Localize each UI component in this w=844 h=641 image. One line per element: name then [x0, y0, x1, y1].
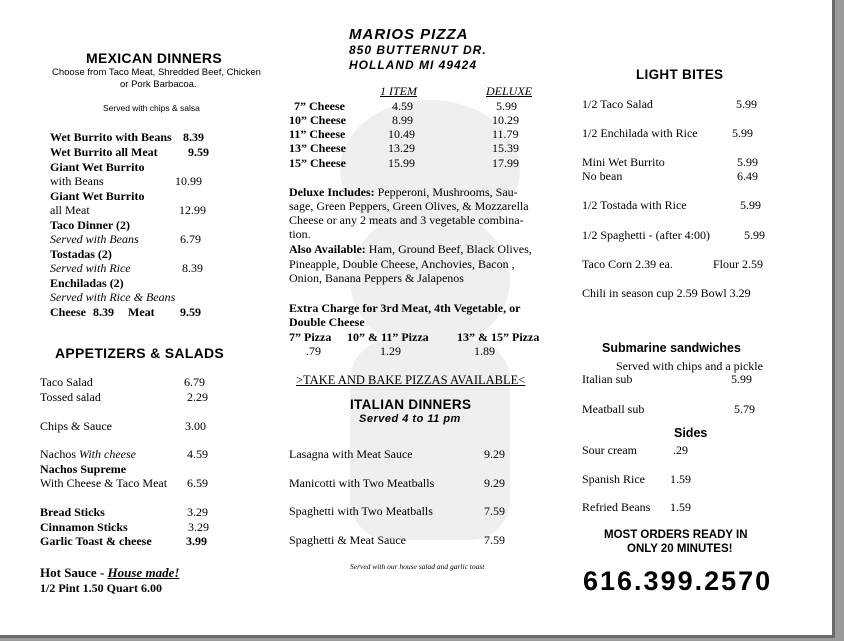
- subs-title: Submarine sandwiches: [602, 341, 741, 355]
- menu-item-sub: Served with Beans: [50, 232, 139, 246]
- menu-item: Taco Dinner (2): [50, 218, 131, 232]
- price: 1.59: [670, 500, 691, 514]
- also-available: Also Available: Ham, Ground Beef, Black Olives,: [289, 242, 532, 256]
- menu-item-sub: With Cheese & Taco Meat: [40, 476, 168, 490]
- price: 4.59: [187, 447, 208, 461]
- col-header-one-item: 1 ITEM: [380, 84, 417, 98]
- pizza-size: 10” Cheese: [289, 113, 346, 127]
- extra-size: 10” & 11” Pizza: [347, 330, 429, 344]
- deluxe-includes: Deluxe Includes: Pepperoni, Mushrooms, Sau-: [289, 185, 518, 199]
- menu-item: 1/2 Taco Salad: [582, 97, 653, 111]
- extra-size: 13” & 15” Pizza: [457, 330, 540, 344]
- menu-item: Wet Burrito with Beans: [50, 130, 172, 144]
- price: 3.99: [186, 534, 207, 548]
- price: 10.99: [175, 174, 202, 188]
- extra-size: 7” Pizza: [289, 330, 332, 344]
- price: 6.49: [737, 169, 758, 183]
- price: 8.39: [93, 305, 114, 319]
- price: 17.99: [492, 156, 519, 170]
- menu-item-sub: Served with Rice: [50, 261, 131, 275]
- mexican-intro: Choose from Taco Meat, Shredded Beef, Chicken: [52, 67, 261, 78]
- menu-item: Spanish Rice: [582, 472, 645, 486]
- price: 10.49: [388, 127, 415, 141]
- mexican-intro-2: or Pork Barbacoa.: [120, 79, 197, 90]
- menu-item: Taco Salad: [40, 375, 93, 389]
- price: 15.39: [492, 141, 519, 155]
- also-line: Onion, Banana Peppers & Jalapenos: [289, 271, 464, 285]
- pizza-size: 7” Cheese: [294, 99, 345, 113]
- mexican-title: MEXICAN DINNERS: [86, 50, 222, 66]
- price: 5.99: [740, 198, 761, 212]
- italian-title: ITALIAN DINNERS: [350, 397, 472, 412]
- price: 8.99: [392, 113, 413, 127]
- subs-served: Served with chips and a pickle: [616, 359, 763, 373]
- menu-item: Tostadas (2): [50, 247, 112, 261]
- menu-item: Taco Corn 2.39 ea.: [582, 257, 673, 271]
- price: 1.59: [670, 472, 691, 486]
- sides-title: Sides: [674, 426, 708, 440]
- menu-item: Mini Wet Burrito: [582, 155, 665, 169]
- menu-item: 1/2 Enchilada with Rice: [582, 126, 698, 140]
- menu-item: 1/2 Tostada with Rice: [582, 198, 687, 212]
- price: 7.59: [484, 533, 505, 547]
- price: 9.29: [484, 447, 505, 461]
- ready-line-1: MOST ORDERS READY IN: [604, 529, 748, 541]
- mexican-served: Served with chips & salsa: [103, 103, 200, 113]
- price: 4.59: [392, 99, 413, 113]
- hot-sauce-prices: 1/2 Pint 1.50 Quart 6.00: [40, 581, 162, 595]
- price: 5.79: [734, 402, 755, 416]
- menu-item: Manicotti with Two Meatballs: [289, 476, 435, 490]
- menu-item-sub: No bean: [582, 169, 623, 183]
- menu-item-sub: Served with Rice & Beans: [50, 290, 176, 304]
- price: 8.39: [183, 130, 204, 144]
- menu-item: 1/2 Spaghetti - (after 4:00): [582, 228, 710, 242]
- menu-item: Sour cream: [582, 443, 637, 457]
- price: 9.59: [180, 305, 201, 319]
- menu-item: Spaghetti & Meat Sauce: [289, 533, 406, 547]
- price: 7.59: [484, 504, 505, 518]
- menu-item: Spaghetti with Two Meatballs: [289, 504, 433, 518]
- hot-sauce: Hot Sauce - House made!: [40, 565, 180, 580]
- price: 6.79: [184, 375, 205, 389]
- price: 5.99: [731, 372, 752, 386]
- appetizers-title: APPETIZERS & SALADS: [55, 345, 225, 361]
- deluxe-line: tion.: [289, 227, 311, 241]
- menu-item: Meat: [128, 305, 155, 319]
- menu-item: Refried Beans: [582, 500, 651, 514]
- menu-item-sub: with Beans: [50, 174, 104, 188]
- menu-item: Flour 2.59: [713, 257, 764, 271]
- price: 11.79: [492, 127, 519, 141]
- price: 3.29: [187, 505, 208, 519]
- menu-item: Cinnamon Sticks: [40, 520, 128, 534]
- menu-item: Garlic Toast & cheese: [40, 534, 152, 548]
- price: 9.29: [484, 476, 505, 490]
- pizza-size: 11” Cheese: [289, 127, 346, 141]
- restaurant-address: 850 BUTTERNUT DR.: [349, 43, 487, 57]
- menu-item-sub: all Meat: [50, 203, 90, 217]
- menu-item: Enchiladas (2): [50, 276, 124, 290]
- menu-item: Tossed salad: [40, 390, 101, 404]
- italian-footnote: Served with our house salad and garlic toast: [350, 562, 485, 571]
- menu-item: Wet Burrito all Meat: [50, 145, 158, 159]
- price: 12.99: [179, 203, 206, 217]
- menu-item: Giant Wet Burrito: [50, 189, 145, 203]
- price: .79: [306, 344, 321, 358]
- price: 3.29: [188, 520, 209, 534]
- deluxe-line: sage, Green Peppers, Green Olives, & Mozzarella: [289, 199, 529, 213]
- price: 8.39: [182, 261, 203, 275]
- restaurant-city: HOLLAND MI 49424: [349, 58, 478, 72]
- price: 3.00: [185, 419, 206, 433]
- price: 1.29: [380, 344, 401, 358]
- price: 2.29: [187, 390, 208, 404]
- price: 5.99: [496, 99, 517, 113]
- menu-item: Meatball sub: [582, 402, 645, 416]
- menu-item: Italian sub: [582, 372, 633, 386]
- price: 10.29: [492, 113, 519, 127]
- price: 5.99: [732, 126, 753, 140]
- price: .29: [673, 443, 688, 457]
- menu-item: Chili in season cup 2.59 Bowl 3.29: [582, 286, 751, 300]
- menu-item: Chips & Sauce: [40, 419, 112, 433]
- price: 5.99: [744, 228, 765, 242]
- price: 9.59: [188, 145, 209, 159]
- price: 6.79: [180, 232, 201, 246]
- menu-item: Lasagna with Meat Sauce: [289, 447, 413, 461]
- light-bites-title: LIGHT BITES: [636, 67, 724, 82]
- italian-served: Served 4 to 11 pm: [359, 413, 461, 425]
- price: 6.59: [187, 476, 208, 490]
- price: 15.99: [388, 156, 415, 170]
- price: 13.29: [388, 141, 415, 155]
- phone-number[interactable]: 616.399.2570: [583, 566, 773, 596]
- menu-item: Bread Sticks: [40, 505, 105, 519]
- menu-item: Nachos With cheese: [40, 447, 136, 461]
- restaurant-name: MARIOS PIZZA: [349, 26, 469, 43]
- menu-item: Cheese: [50, 305, 86, 319]
- price: 5.99: [737, 155, 758, 169]
- extra-charge: Double Cheese: [289, 315, 365, 329]
- menu-item: Giant Wet Burrito: [50, 160, 145, 174]
- pizza-size: 15” Cheese: [289, 156, 346, 170]
- price: 5.99: [736, 97, 757, 111]
- extra-charge: Extra Charge for 3rd Meat, 4th Vegetable, or: [289, 301, 521, 315]
- price: 1.89: [474, 344, 495, 358]
- ready-line-2: ONLY 20 MINUTES!: [627, 543, 733, 555]
- deluxe-line: Cheese or any 2 meats and 3 vegetable combina-: [289, 213, 524, 227]
- menu-item: Nachos Supreme: [40, 462, 127, 476]
- take-and-bake: >TAKE AND BAKE PIZZAS AVAILABLE<: [296, 373, 526, 387]
- pizza-size: 13” Cheese: [289, 141, 346, 155]
- col-header-deluxe: DELUXE: [486, 84, 532, 98]
- also-line: Pineapple, Double Cheese, Anchovies, Bacon ,: [289, 257, 515, 271]
